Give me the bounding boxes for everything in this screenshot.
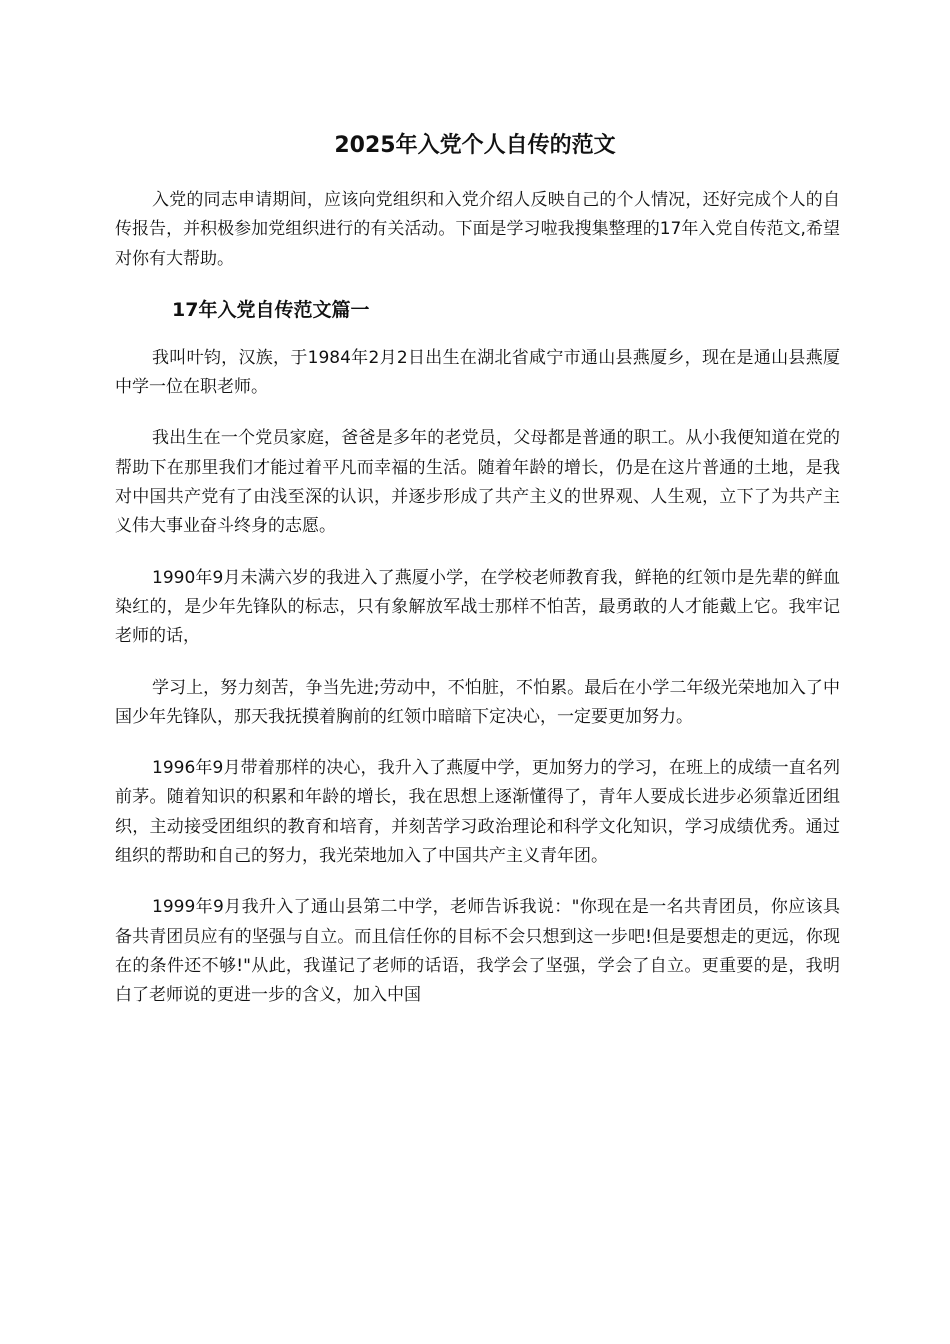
document-title: 2025年入党个人自传的范文 — [334, 132, 616, 158]
body-paragraph-5: 1996年9月带着那样的决心，我升入了燕厦中学，更加努力的学习，在班上的成绩一直名列前茅。随着知识的积累和年龄的增长，我在思想上逐渐懂得了，青年人要成长进步必须靠近团组织，主动接受团组织的教育和培育，并刻苦学习政治理论和科学文化知识，学习成绩优秀。通过组织的帮助和自己的努力，我光荣地加入了中国共产主义青年团。 — [115, 758, 840, 867]
body-paragraph-3: 1990年9月未满六岁的我进入了燕厦小学，在学校老师教育我，鲜艳的红领巾是先辈的鲜血染红的，是少年先锋队的标志，只有象解放军战士那样不怕苦，最勇敢的人才能戴上它。我牢记老师的话， — [115, 567, 840, 647]
body-paragraph-4: 学习上，努力刻苦，争当先进;劳动中，不怕脏，不怕累。最后在小学二年级光荣地加入了中国少年先锋队，那天我抚摸着胸前的红领巾暗暗下定决心，一定要更加努力。 — [115, 677, 840, 727]
body-paragraph-6: 1999年9月我升入了通山县第二中学，老师告诉我说："你现在是一名共青团员，你应该具备共青团员应有的坚强与自立。而且信任你的目标不会只想到这一步吧!但是要想走的更远，你现在的条件还不够!"从此，我谨记了老师的话语，我学会了坚强，学会了自立。更重要的是，我明白了老师说的更进一步的含义，加入中国 — [115, 897, 840, 1006]
document-body — [115, 186, 840, 1033]
section-heading: 17年入党自传范文篇一 — [172, 298, 370, 321]
body-paragraph-1: 我叫叶钧，汉族，于1984年2月2日出生在湖北省咸宁市通山县燕厦乡，现在是通山县燕厦中学一位在职老师。 — [115, 347, 840, 398]
body-paragraph-2: 我出生在一个党员家庭，爸爸是多年的老党员，父母都是普通的职工。从小我便知道在党的帮助下在那里我们才能过着平凡而幸福的生活。随着年龄的增长，仍是在这片普通的土地，是我对中国共产党有了由浅至深的认识，并逐步形成了共产主义的世界观、人生观，立下了为共产主义伟大事业奋斗终身的志愿。 — [115, 428, 840, 537]
intro-paragraph: 入党的同志申请期间，应该向党组织和入党介绍人反映自己的个人情况，还好完成个人的自传报告，并积极参加党组织进行的有关活动。下面是学习啦我搜集整理的17年入党自传范文,希望对你有大帮助。 — [115, 190, 840, 269]
